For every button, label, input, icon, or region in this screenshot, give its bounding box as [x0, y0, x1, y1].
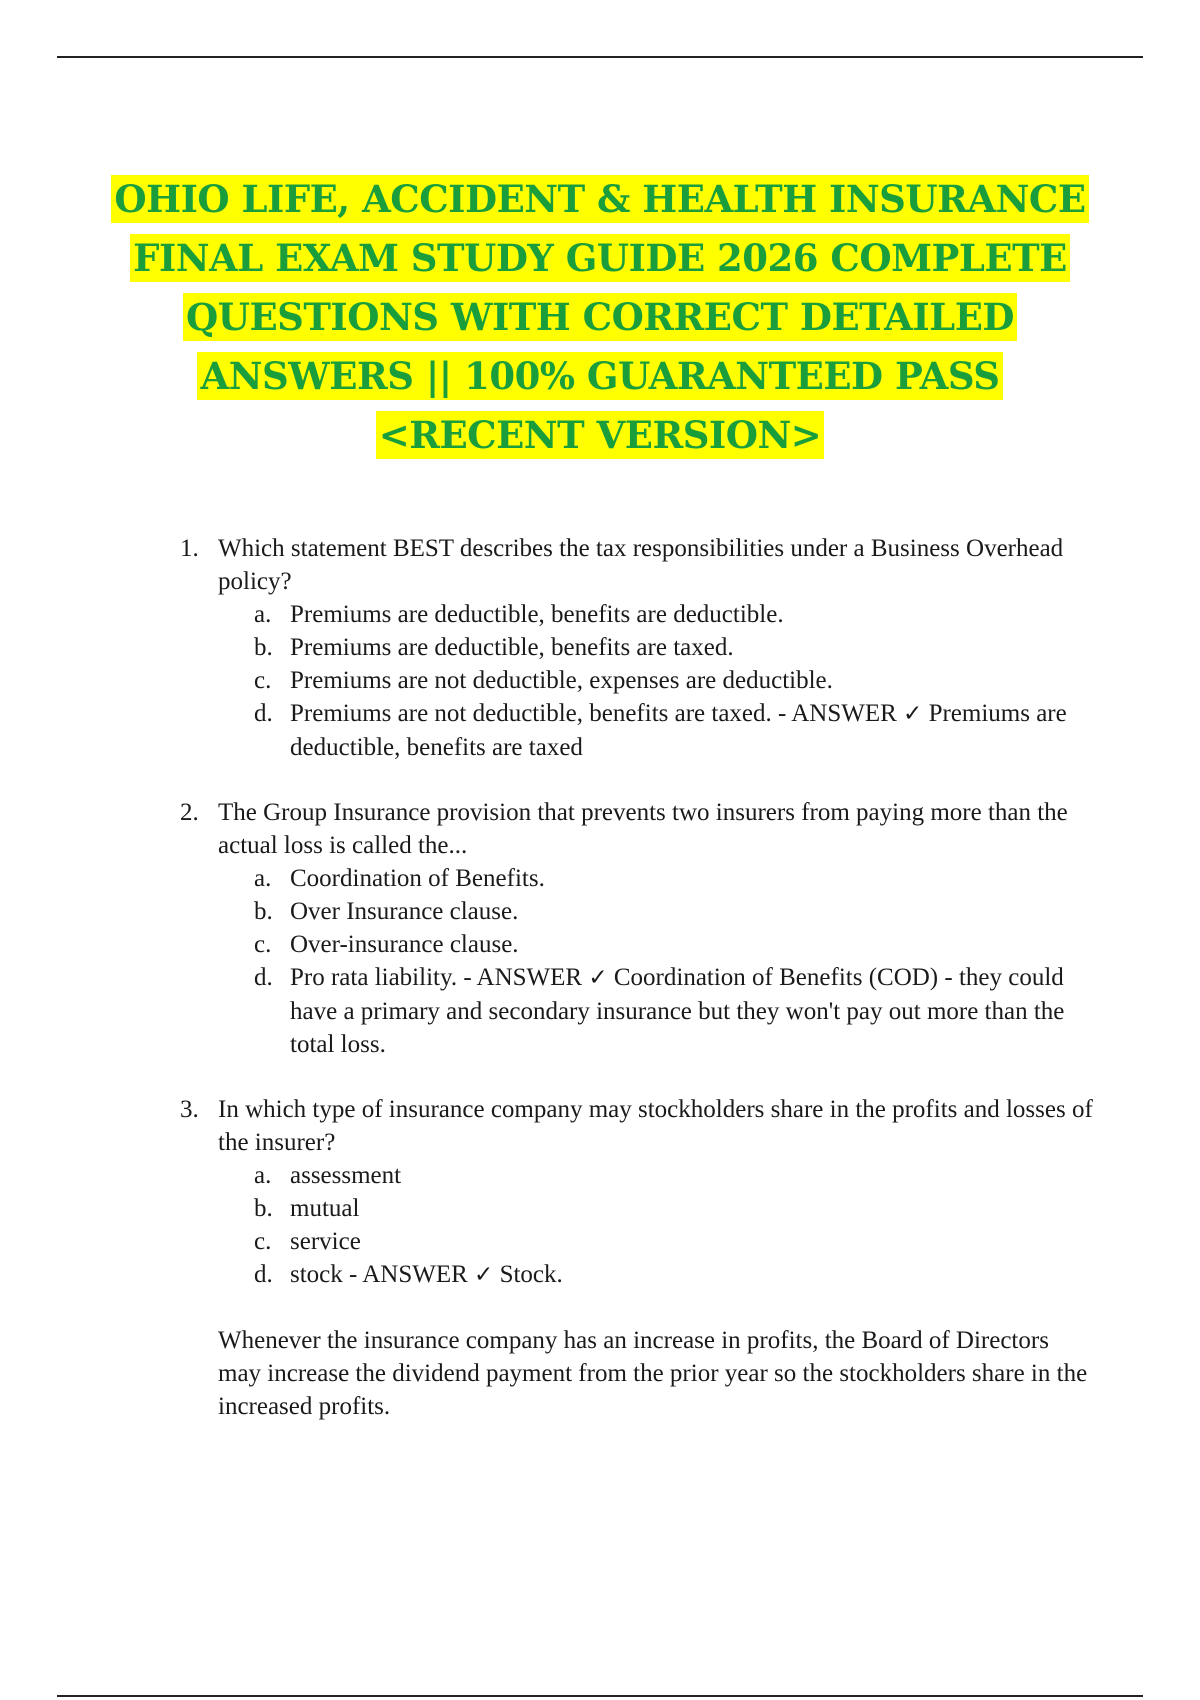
question-text: The Group Insurance provision that prevents two insurers from paying more than the actual loss is called the...: [218, 799, 1068, 859]
option-letter: c.: [254, 667, 272, 694]
option-letter: d.: [254, 700, 273, 727]
option-letter: d.: [254, 1261, 273, 1288]
answer-text: Coordination of Benefits (COD) - they could have a primary and secondary insurance but they won't pay out more than the total loss.: [290, 964, 1065, 1058]
option-text: Premiums are not deductible, benefits are taxed. - ANSWER: [290, 700, 897, 727]
question-list: [175, 532, 1095, 1423]
option-letter: a.: [254, 601, 272, 628]
title-line: OHIO LIFE, ACCIDENT & HEALTH INSURANCE: [111, 175, 1088, 223]
question-text: In which type of insurance company may stockholders share in the profits and losses of the insurer?: [218, 1096, 1093, 1156]
answer-text: Stock.: [499, 1261, 563, 1288]
question-1: [175, 532, 1095, 764]
option-letter: a.: [254, 865, 272, 892]
title-line: ANSWERS || 100% GUARANTEED PASS: [197, 352, 1002, 400]
option-d: [218, 697, 1095, 764]
option-letter: c.: [254, 931, 272, 958]
checkmark-icon: ✓: [588, 965, 608, 991]
option-a: [218, 598, 1095, 631]
question-number: 2.: [180, 799, 199, 826]
option-b: [218, 895, 1095, 928]
option-a: [218, 1159, 1095, 1192]
top-rule: [57, 56, 1143, 58]
option-b: [218, 631, 1095, 664]
option-letter: b.: [254, 634, 273, 661]
answer-text: Premiums are deductible, benefits are taxed: [290, 700, 1067, 761]
option-text: assessment: [290, 1162, 402, 1189]
option-text: Over Insurance clause.: [290, 898, 519, 925]
question-2: [175, 796, 1095, 1061]
option-letter: a.: [254, 1162, 272, 1189]
bottom-rule: [57, 1695, 1143, 1697]
option-text: stock - ANSWER: [290, 1261, 468, 1288]
question-3: [175, 1093, 1095, 1292]
option-text: Coordination of Benefits.: [290, 865, 545, 892]
option-letter: b.: [254, 898, 273, 925]
question-text: Which statement BEST describes the tax responsibilities under a Business Overhead policy?: [218, 535, 1064, 595]
option-list: [218, 1159, 1095, 1292]
checkmark-icon: ✓: [903, 701, 923, 727]
option-text: Premiums are deductible, benefits are deductible.: [290, 601, 784, 628]
title-line: <RECENT VERSION>: [376, 411, 825, 459]
option-letter: b.: [254, 1195, 273, 1222]
option-text: Pro rata liability. - ANSWER: [290, 964, 583, 991]
title-line: FINAL EXAM STUDY GUIDE 2026 COMPLETE: [130, 234, 1070, 282]
question-number: 1.: [180, 535, 199, 562]
option-c: [218, 928, 1095, 961]
answer-explanation: Whenever the insurance company has an increase in profits, the Board of Directors may increase the dividend payment from the prior year so the stockholders share in the increased profits.: [218, 1327, 1088, 1420]
option-a: [218, 862, 1095, 895]
option-c: [218, 664, 1095, 697]
option-text: mutual: [290, 1195, 360, 1222]
option-c: [218, 1225, 1095, 1258]
document-title: [60, 170, 1140, 465]
checkmark-icon: ✓: [474, 1262, 494, 1288]
option-letter: d.: [254, 964, 273, 991]
option-list: [218, 598, 1095, 764]
question-number: 3.: [180, 1096, 199, 1123]
option-list: [218, 862, 1095, 1061]
option-text: Premiums are not deductible, expenses are deductible.: [290, 667, 833, 694]
title-line: QUESTIONS WITH CORRECT DETAILED: [183, 293, 1017, 341]
option-d: [218, 961, 1095, 1061]
option-text: Premiums are deductible, benefits are taxed.: [290, 634, 734, 661]
option-d: [218, 1258, 1095, 1292]
option-text: service: [290, 1228, 361, 1255]
option-text: Over-insurance clause.: [290, 931, 519, 958]
option-b: [218, 1192, 1095, 1225]
option-letter: c.: [254, 1228, 272, 1255]
